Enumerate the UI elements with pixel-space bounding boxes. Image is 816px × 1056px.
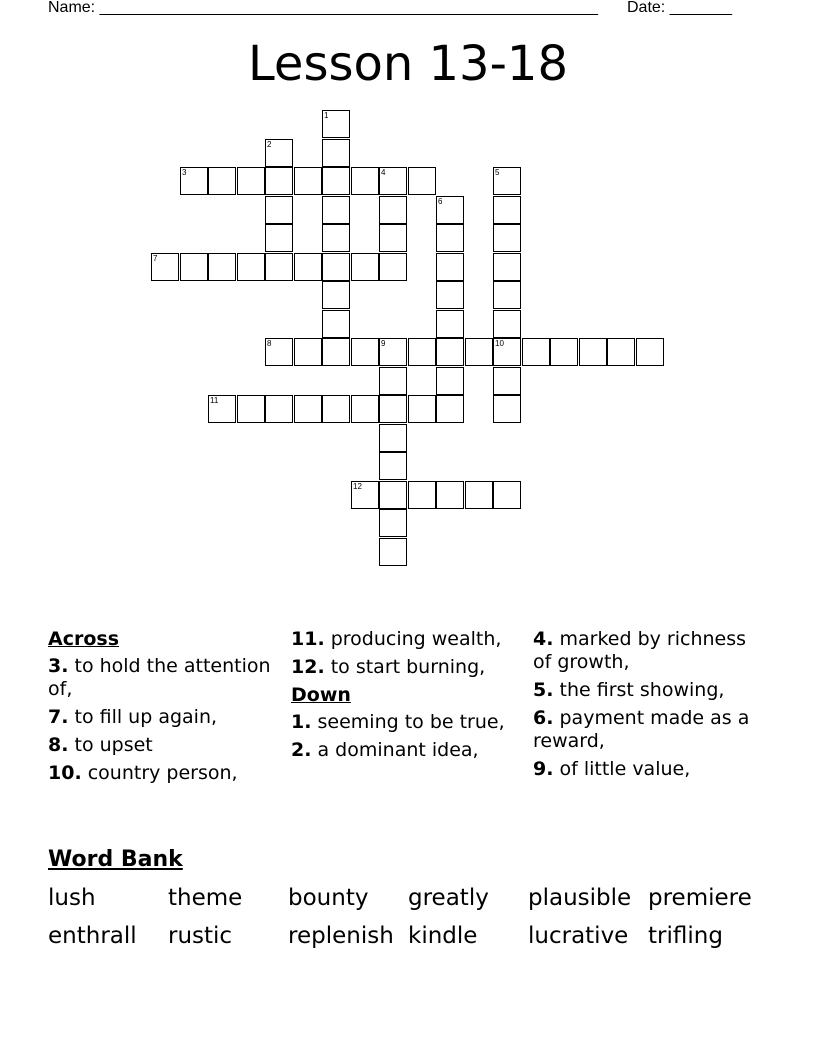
grid-cell[interactable] [493, 253, 521, 281]
cell-number: 1 [324, 111, 329, 120]
clue-text: payment made as a reward, [533, 707, 750, 752]
word-bank-item: rustic [168, 923, 233, 949]
grid-cell[interactable] [436, 281, 464, 309]
clue-text: marked by richness of growth, [533, 628, 747, 673]
grid-cell[interactable] [379, 196, 407, 224]
grid-cell[interactable] [436, 224, 464, 252]
clue-text: a dominant idea, [317, 739, 479, 761]
word-bank-item: lucrative [528, 923, 629, 949]
clue-number: 12. [291, 656, 325, 678]
clue-down-6 [533, 707, 769, 753]
grid-cell[interactable] [436, 196, 464, 224]
grid-cell[interactable] [180, 167, 208, 195]
grid-cell[interactable] [493, 281, 521, 309]
clue-across-11 [291, 628, 527, 651]
cell-number: 12 [353, 482, 362, 491]
word-bank-item: lush [48, 885, 96, 911]
cell-number: 2 [267, 140, 272, 149]
grid-cell[interactable] [379, 367, 407, 395]
grid-cell[interactable] [493, 310, 521, 338]
clue-number: 2. [291, 739, 312, 761]
grid-cell[interactable] [493, 367, 521, 395]
grid-cell[interactable] [265, 253, 293, 281]
page-title: Lesson 13-18 [248, 36, 568, 92]
grid-cell[interactable] [379, 424, 407, 452]
clue-text: the first showing, [559, 679, 725, 701]
cell-number: 4 [381, 168, 386, 177]
grid-cell[interactable] [265, 196, 293, 224]
grid-cell[interactable] [408, 395, 436, 423]
grid-cell[interactable] [493, 395, 521, 423]
clue-across-8 [48, 734, 284, 757]
grid-cell[interactable] [265, 395, 293, 423]
grid-cell[interactable] [607, 338, 635, 366]
grid-cell[interactable] [265, 338, 293, 366]
grid-cell[interactable] [379, 338, 407, 366]
grid-cell[interactable] [493, 196, 521, 224]
clue-number: 8. [48, 734, 69, 756]
grid-cell[interactable] [294, 167, 322, 195]
grid-cell[interactable] [237, 167, 265, 195]
grid-cell[interactable] [579, 338, 607, 366]
clue-number: 1. [291, 711, 312, 733]
grid-cell[interactable] [522, 338, 550, 366]
grid-cell[interactable] [151, 253, 179, 281]
word-bank-item: premiere [648, 885, 752, 911]
grid-cell[interactable] [493, 167, 521, 195]
word-bank-title: Word Bank [48, 847, 183, 872]
grid-cell[interactable] [493, 481, 521, 509]
cell-number: 11 [210, 396, 219, 405]
grid-cell[interactable] [322, 224, 350, 252]
grid-cell[interactable] [550, 338, 578, 366]
grid-cell[interactable] [408, 167, 436, 195]
grid-cell[interactable] [322, 139, 350, 167]
grid-cell[interactable] [351, 395, 379, 423]
clue-text: producing wealth, [330, 628, 502, 650]
grid-cell[interactable] [322, 110, 350, 138]
word-bank-item: kindle [408, 923, 478, 949]
clue-down-1 [291, 711, 527, 734]
grid-cell[interactable] [436, 367, 464, 395]
clue-down-9 [533, 758, 769, 781]
grid-cell[interactable] [294, 395, 322, 423]
grid-cell[interactable] [322, 338, 350, 366]
grid-cell[interactable] [351, 167, 379, 195]
clue-column-3 [533, 628, 769, 786]
clue-text: to hold the attention of, [48, 655, 271, 700]
grid-cell[interactable] [379, 167, 407, 195]
clue-across-10 [48, 762, 284, 785]
grid-cell[interactable] [436, 338, 464, 366]
grid-cell[interactable] [180, 253, 208, 281]
clue-number: 10. [48, 762, 82, 784]
grid-cell[interactable] [379, 452, 407, 480]
date-field-label: Date: _______ [627, 0, 732, 16]
grid-cell[interactable] [379, 395, 407, 423]
grid-cell[interactable] [208, 253, 236, 281]
grid-cell[interactable] [436, 253, 464, 281]
grid-cell[interactable] [493, 224, 521, 252]
grid-cell[interactable] [408, 481, 436, 509]
grid-cell[interactable] [322, 281, 350, 309]
clue-number: 6. [533, 707, 554, 729]
grid-cell[interactable] [465, 338, 493, 366]
word-bank-item: replenish [288, 923, 394, 949]
grid-cell[interactable] [237, 253, 265, 281]
clue-number: 4. [533, 628, 554, 650]
clue-column-2 [291, 628, 527, 767]
grid-cell[interactable] [379, 538, 407, 566]
clue-number: 5. [533, 679, 554, 701]
grid-cell[interactable] [322, 196, 350, 224]
cell-number: 10 [495, 339, 504, 348]
grid-cell[interactable] [379, 253, 407, 281]
grid-cell[interactable] [436, 395, 464, 423]
grid-cell[interactable] [379, 224, 407, 252]
word-bank-item: bounty [288, 885, 369, 911]
clue-down-5 [533, 679, 769, 702]
cell-number: 3 [182, 168, 187, 177]
grid-cell[interactable] [208, 167, 236, 195]
grid-cell[interactable] [294, 253, 322, 281]
grid-cell[interactable] [351, 253, 379, 281]
clue-text: to fill up again, [74, 706, 218, 728]
grid-cell[interactable] [436, 481, 464, 509]
cell-number: 9 [381, 339, 386, 348]
grid-cell[interactable] [379, 481, 407, 509]
clue-text: to upset [74, 734, 153, 756]
clue-across-12 [291, 656, 527, 679]
clue-across-7 [48, 706, 284, 729]
word-bank-item: enthrall [48, 923, 137, 949]
cell-number: 5 [495, 168, 500, 177]
across-heading: Across [48, 628, 120, 650]
grid-cell[interactable] [636, 338, 664, 366]
grid-cell[interactable] [294, 338, 322, 366]
clue-down-4 [533, 628, 769, 674]
grid-cell[interactable] [237, 395, 265, 423]
grid-cell[interactable] [322, 310, 350, 338]
clue-text: country person, [87, 762, 238, 784]
grid-cell[interactable] [322, 395, 350, 423]
grid-cell[interactable] [265, 224, 293, 252]
word-bank-item: plausible [528, 885, 632, 911]
grid-cell[interactable] [436, 310, 464, 338]
clue-number: 7. [48, 706, 69, 728]
cell-number: 8 [267, 339, 272, 348]
clue-number: 9. [533, 758, 554, 780]
clue-number: 11. [291, 628, 325, 650]
clue-number: 3. [48, 655, 69, 677]
word-bank-item: greatly [408, 885, 489, 911]
word-bank-item: theme [168, 885, 243, 911]
cell-number: 7 [153, 254, 158, 263]
grid-cell[interactable] [465, 481, 493, 509]
grid-cell[interactable] [265, 139, 293, 167]
word-bank-item: trifling [648, 923, 723, 949]
down-heading: Down [291, 684, 351, 706]
cell-number: 6 [438, 197, 443, 206]
clue-column-1 [48, 628, 284, 790]
grid-cell[interactable] [351, 481, 379, 509]
grid-cell[interactable] [265, 167, 293, 195]
name-field-label: Name: ________________________________________________________ [48, 0, 598, 16]
grid-cell[interactable] [379, 509, 407, 537]
grid-cell[interactable] [322, 167, 350, 195]
grid-cell[interactable] [322, 253, 350, 281]
grid-cell[interactable] [351, 338, 379, 366]
clue-text: seeming to be true, [317, 711, 505, 733]
clue-text: to start burning, [330, 656, 486, 678]
grid-cell[interactable] [408, 338, 436, 366]
clue-down-2 [291, 739, 527, 762]
grid-cell[interactable] [208, 395, 236, 423]
clue-across-3 [48, 655, 284, 701]
clue-text: of little value, [559, 758, 691, 780]
grid-cell[interactable] [493, 338, 521, 366]
